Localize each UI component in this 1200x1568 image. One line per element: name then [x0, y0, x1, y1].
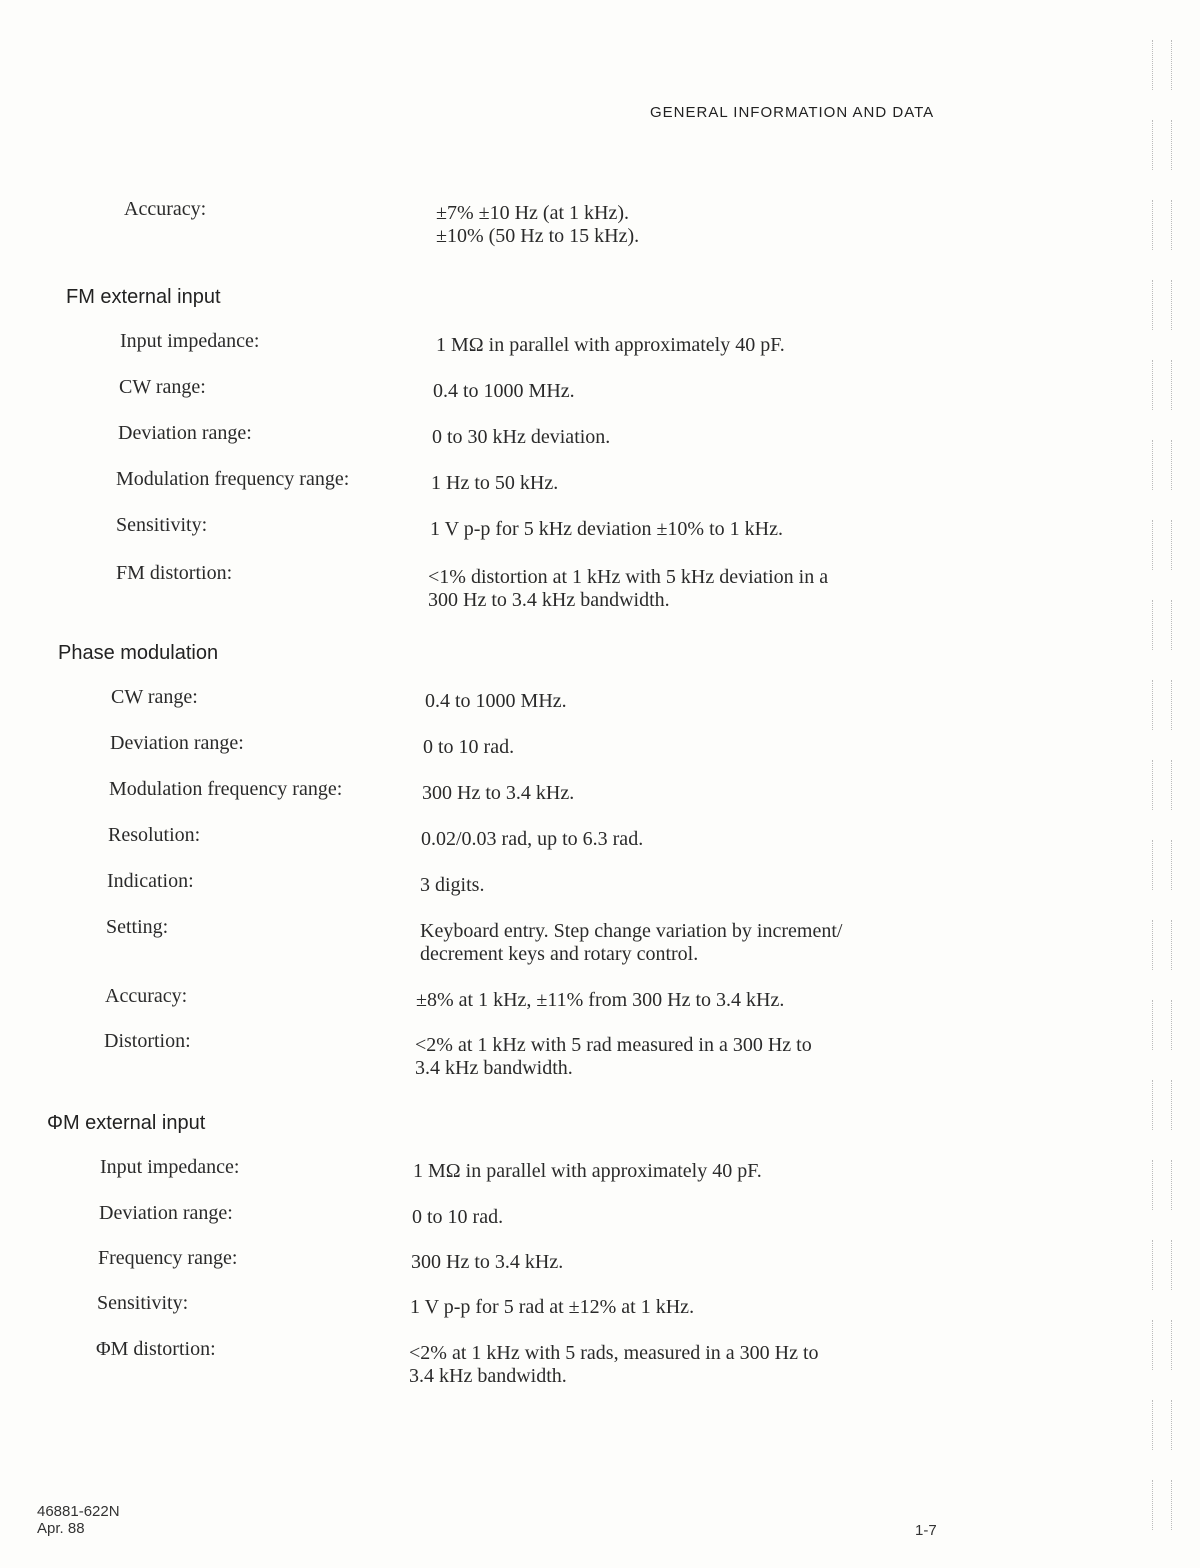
spec-value — [433, 380, 575, 403]
spec-value-line: 300 Hz to 3.4 kHz bandwidth. — [428, 589, 670, 611]
spec-value-line: 1 Hz to 50 kHz. — [431, 472, 559, 494]
spec-value-line: 0.4 to 1000 MHz. — [425, 690, 567, 712]
spec-value-line: ±7% ±10 Hz (at 1 kHz). — [436, 202, 630, 224]
spec-value — [431, 472, 558, 495]
spec-label: Modulation frequency range: — [109, 778, 343, 800]
spec-label: Indication: — [107, 870, 194, 892]
spec-label: Deviation range: — [99, 1202, 233, 1224]
binder-hole — [1152, 1320, 1172, 1370]
spec-value-line: ±8% at 1 kHz, ±11% from 300 Hz to 3.4 kHz. — [416, 989, 785, 1011]
binder-hole — [1152, 1400, 1172, 1450]
spec-value-line: <2% at 1 kHz with 5 rads, measured in a 300 Hz to — [409, 1342, 819, 1364]
binder-hole — [1152, 360, 1172, 410]
binder-hole — [1152, 1240, 1172, 1290]
binder-hole — [1152, 920, 1172, 970]
page-number: 1-7 — [915, 1522, 937, 1539]
spec-label: Modulation frequency range: — [116, 468, 350, 490]
spec-label: Sensitivity: — [97, 1292, 189, 1314]
spec-value — [421, 828, 643, 851]
spec-value — [425, 690, 567, 713]
binder-holes — [1152, 30, 1174, 1550]
spec-value-line: 300 Hz to 3.4 kHz. — [422, 782, 575, 804]
spec-value — [422, 782, 574, 805]
spec-label: Sensitivity: — [116, 514, 208, 536]
spec-label: Distortion: — [104, 1030, 191, 1052]
spec-label: Input impedance: — [100, 1156, 240, 1178]
page-header: GENERAL INFORMATION AND DATA — [650, 104, 935, 121]
section-title: FM external input — [66, 286, 221, 308]
spec-label: Accuracy: — [105, 985, 188, 1007]
binder-hole — [1152, 760, 1172, 810]
spec-value — [416, 989, 784, 1012]
spec-value — [423, 736, 514, 759]
document-number: 46881-622N — [37, 1503, 120, 1520]
spec-value — [428, 566, 828, 612]
spec-value-line: 1 MΩ in parallel with approximately 40 pF. — [413, 1160, 762, 1182]
spec-value-line: 3.4 kHz bandwidth. — [415, 1057, 573, 1079]
spec-value-line: <2% at 1 kHz with 5 rad measured in a 300 Hz to — [415, 1034, 812, 1056]
spec-value — [432, 426, 610, 449]
binder-hole — [1152, 440, 1172, 490]
spec-value-line: <1% distortion at 1 kHz with 5 kHz deviation in a — [428, 566, 829, 588]
spec-value — [420, 874, 484, 897]
spec-value-line: 0.4 to 1000 MHz. — [433, 380, 575, 402]
binder-hole — [1152, 40, 1172, 90]
spec-label: FM distortion: — [116, 562, 233, 584]
spec-label: Deviation range: — [110, 732, 244, 754]
spec-value — [412, 1206, 503, 1229]
spec-label: Setting: — [106, 916, 169, 938]
binder-hole — [1152, 840, 1172, 890]
binder-hole — [1152, 280, 1172, 330]
spec-value-line: 0 to 10 rad. — [423, 736, 515, 758]
spec-value — [436, 334, 785, 357]
spec-value — [415, 1034, 812, 1080]
spec-value-line: 3.4 kHz bandwidth. — [409, 1365, 567, 1387]
spec-value — [436, 202, 639, 248]
spec-value-line: 3 digits. — [420, 874, 485, 896]
spec-value — [420, 920, 842, 966]
footer-document-id — [37, 1503, 120, 1537]
spec-value — [411, 1251, 563, 1274]
spec-label: CW range: — [111, 686, 198, 708]
spec-value — [430, 518, 783, 541]
spec-value-line: 0 to 30 kHz deviation. — [432, 426, 611, 448]
spec-value-line: 0.02/0.03 rad, up to 6.3 rad. — [421, 828, 644, 850]
section-title: Phase modulation — [58, 642, 219, 664]
spec-value-line: 300 Hz to 3.4 kHz. — [411, 1251, 564, 1273]
binder-hole — [1152, 120, 1172, 170]
spec-value-line: 1 V p-p for 5 rad at ±12% at 1 kHz. — [410, 1296, 695, 1318]
binder-hole — [1152, 1000, 1172, 1050]
binder-hole — [1152, 1080, 1172, 1130]
spec-label: Deviation range: — [118, 422, 252, 444]
spec-label: Resolution: — [108, 824, 201, 846]
binder-hole — [1152, 600, 1172, 650]
binder-hole — [1152, 680, 1172, 730]
spec-value — [409, 1342, 819, 1388]
spec-label: Accuracy: — [124, 198, 207, 220]
spec-label: Input impedance: — [120, 330, 260, 352]
spec-value-line: decrement keys and rotary control. — [420, 943, 699, 965]
spec-label: CW range: — [119, 376, 206, 398]
spec-value — [410, 1296, 694, 1319]
spec-label: Frequency range: — [98, 1247, 238, 1269]
spec-value-line: Keyboard entry. Step change variation by increment/ — [420, 920, 843, 942]
spec-value — [413, 1160, 762, 1183]
binder-hole — [1152, 1160, 1172, 1210]
binder-hole — [1152, 1480, 1172, 1530]
binder-hole — [1152, 200, 1172, 250]
spec-label: ΦM distortion: — [96, 1338, 216, 1360]
document-date: Apr. 88 — [37, 1520, 85, 1537]
spec-value-line: 1 V p-p for 5 kHz deviation ±10% to 1 kHz. — [430, 518, 783, 540]
spec-value-line: 0 to 10 rad. — [412, 1206, 504, 1228]
spec-value-line: 1 MΩ in parallel with approximately 40 pF. — [436, 334, 785, 356]
spec-value-line: ±10% (50 Hz to 15 kHz). — [436, 225, 640, 247]
section-title: ΦM external input — [47, 1112, 206, 1134]
binder-hole — [1152, 520, 1172, 570]
